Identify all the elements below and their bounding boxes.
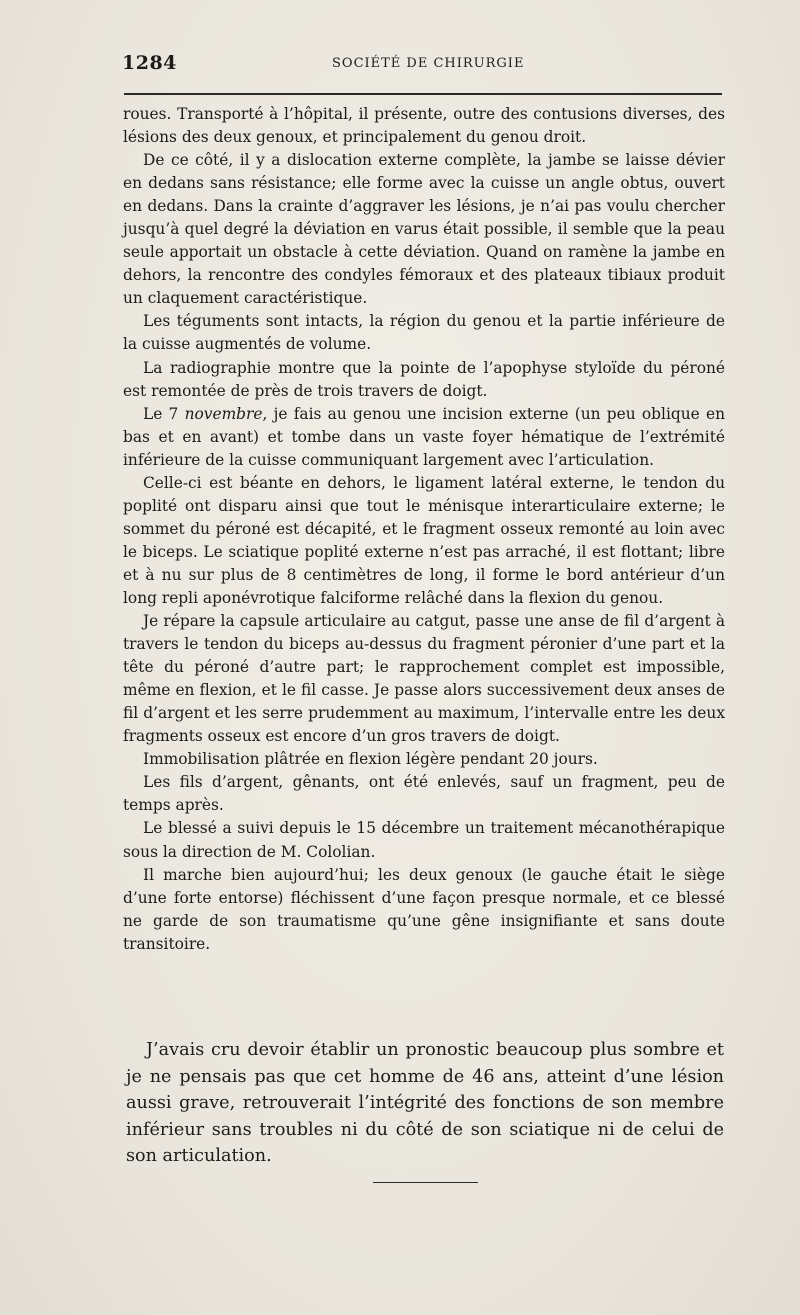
- paragraph: Les fils d’argent, gênants, ont été enlevés, sauf un fragment, peu de temps après.: [123, 773, 725, 815]
- paragraph: roues. Transporté à l’hôpital, il présente, outre des contusions diverses, des lésions des deux genoux, et principalement du genou droit.: [123, 105, 725, 147]
- paragraph: La radiographie montre que la pointe de l’apophyse styloïde du péroné est remontée de près de trois travers de doigt.: [123, 358, 725, 400]
- paragraph: Il marche bien aujourd’hui; les deux genoux (le gauche était le siège d’une forte entorse) fléchissent d’une façon presque normale, et ce blessé ne garde de son traumatisme qu’une gêne insignifiante et sans doute transitoire.: [123, 865, 725, 953]
- conclusion-text: [126, 1037, 724, 1170]
- end-rule: [373, 1182, 478, 1183]
- page-number: 1284: [122, 52, 177, 74]
- paragraph: Je répare la capsule articulaire au catgut, passe une anse de fil d’argent à travers le tendon du biceps au-dessus du fragment péronier d’une part et la tête du péroné d’autre part; le rapprochement complet est impossible, même en flexion, et le fil casse. Je passe alors successivement deux anses de fil d’argent et les serre prudemment au maximum, l’intervalle entre les deux fragments osseux est encore d’un gros travers de doigt.: [123, 612, 725, 746]
- case-report-text: [123, 103, 725, 956]
- running-head: SOCIÉTÉ DE CHIRURGIE: [332, 56, 525, 71]
- paragraph: Celle-ci est béante en dehors, le ligament latéral externe, le tendon du poplité ont disparu ainsi que tout le ménisque interarticulaire externe; le sommet du péroné est décapité, et le fragment osseux remonté au loin avec le biceps. Le sciatique poplité externe n’est pas arraché, il est flottant; libre et à nu sur plus de 8 centimètres de long, il forme le bord antérieur d’un long repli aponévrotique falciforme relâché dans la flexion du genou.: [123, 473, 725, 607]
- paragraph: Immobilisation plâtrée en flexion légère pendant 20 jours.: [143, 750, 598, 769]
- conclusion-paragraph: J’avais cru devoir établir un pronostic beaucoup plus sombre et je ne pensais pas que cet homme de 46 ans, atteint d’une lésion aussi grave, retrouverait l’intégrité des fonctions de son membre inférieur sans troubles ni du côté de son sciatique ni de celui de son articulation.: [126, 1040, 724, 1167]
- paragraph: De ce côté, il y a dislocation externe complète, la jambe se laisse dévier en dedans sans résistance; elle forme avec la cuisse un angle obtus, ouvert en dedans. Dans la crainte d’aggraver les lésions, je n’ai pas voulu chercher jusqu’à quel degré la déviation en varus était possible, il semble que la peau seule apportait un obstacle à cette déviation. Quand on ramène la jambe en dehors, la rencontre des condyles fémoraux et des plateaux tibiaux produit un claquement caractéristique.: [123, 151, 725, 308]
- paragraph: Le 7 novembre, je fais au genou une incision externe (un peu oblique en bas et en avant) et tombe dans un vaste foyer hématique de l’extrémité inférieure de la cuisse communiquant largement avec l’articulation.: [123, 404, 725, 469]
- italic-date: novembre: [184, 404, 263, 423]
- page-header: [122, 52, 722, 78]
- paragraph: Les téguments sont intacts, la région du genou et la partie inférieure de la cuisse augmentés de volume.: [123, 312, 725, 354]
- paragraph: Le blessé a suivi depuis le 15 décembre un traitement mécanothérapique sous la direction de M. Cololian.: [123, 819, 725, 861]
- header-rule: [124, 93, 722, 95]
